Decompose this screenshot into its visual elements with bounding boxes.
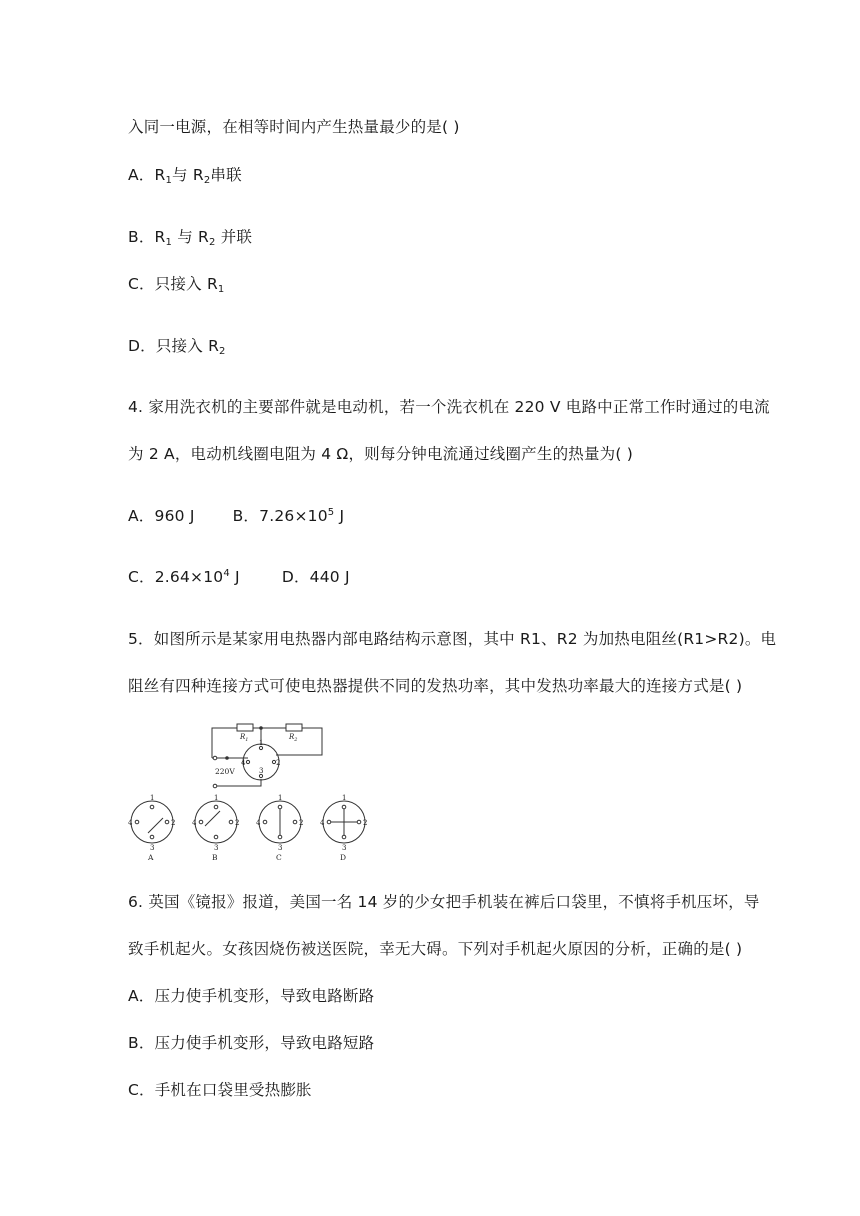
option-d-dial	[320, 794, 367, 862]
q4-stem-line2: 为 2 A，电动机线圈电阻为 4 Ω，则每分钟电流通过线圈产生的热量为( )	[128, 445, 634, 463]
dial-terminal-4: 4	[241, 759, 246, 767]
q3-b-sub1: 1	[165, 237, 173, 248]
q3-a-sub2: 2	[203, 175, 211, 186]
svg-text:2: 2	[171, 819, 176, 827]
svg-text:4: 4	[256, 819, 261, 827]
svg-text:4: 4	[192, 819, 197, 827]
r2-label: $R_2$	[289, 733, 298, 743]
q4-option-d: D．440 J	[281, 568, 350, 586]
option-b-label: B	[212, 853, 218, 862]
q3-b-sub2: 2	[209, 237, 216, 248]
q3-option-a	[128, 165, 242, 185]
q3-a-post: 串联	[210, 166, 242, 184]
dial-terminal-3: 3	[259, 767, 264, 775]
q4-b-text: B．7.26×10	[232, 507, 328, 525]
q3-option-b	[128, 227, 252, 247]
q3-a-sub1: 1	[165, 175, 173, 186]
q4-options-ab	[128, 506, 344, 526]
q3-b-mid: 与 R	[172, 228, 210, 246]
option-a-dial	[128, 794, 175, 862]
svg-text:4: 4	[320, 819, 325, 827]
q6-option-a: A．压力使手机变形，导致电路断路	[128, 987, 375, 1005]
q4-option-b	[233, 507, 345, 525]
q5-stem-line2: 阻丝有四种连接方式可使电热器提供不同的发热功率，其中发热功率最大的连接方式是( )	[128, 677, 743, 695]
svg-text:1: 1	[150, 794, 155, 802]
svg-text:2: 2	[299, 819, 304, 827]
q5-stem-line1: 5．如图所示是某家用电热器内部电路结构示意图，其中 R1、R2 为加热电阻丝(R1>R2)。电	[128, 630, 777, 648]
svg-text:3: 3	[150, 844, 155, 852]
svg-text:2: 2	[363, 819, 368, 827]
q3-d-sub: 2	[219, 346, 226, 357]
q3-stem-tail: 入同一电源，在相等时间内产生热量最少的是( )	[128, 118, 460, 136]
r1-label: $R_1$	[240, 733, 249, 743]
q3-a-text: A．R	[128, 166, 166, 184]
svg-text:4: 4	[128, 819, 133, 827]
svg-text:2: 2	[235, 819, 240, 827]
q4-c-exp: 4	[223, 568, 230, 579]
q4-stem-line1: 4. 家用洗衣机的主要部件就是电动机，若一个洗衣机在 220 V 电路中正常工作时通过的电流	[128, 398, 770, 416]
q6-option-b: B．压力使手机变形，导致电路短路	[128, 1034, 375, 1052]
svg-text:1: 1	[214, 794, 219, 802]
q3-a-mid: 与 R	[172, 166, 204, 184]
q4-c-unit: J	[229, 568, 240, 586]
svg-text:1: 1	[278, 794, 283, 802]
dial-terminal-1: 1	[259, 739, 264, 747]
option-a-label: A	[148, 853, 154, 862]
q3-c-text: C．只接入 R	[128, 275, 218, 293]
svg-text:3: 3	[342, 844, 347, 852]
q4-option-a: A．960 J	[128, 507, 195, 525]
svg-text:1: 1	[342, 794, 347, 802]
circuit-figure	[118, 716, 378, 866]
q3-option-d	[128, 336, 226, 356]
q6-option-c: C．手机在口袋里受热膨胀	[128, 1081, 312, 1099]
dial-terminal-2: 2	[276, 759, 281, 767]
q6-stem-line1: 6. 英国《镜报》报道，美国一名 14 岁的少女把手机装在裤后口袋里，不慎将手机压坏，导	[128, 893, 760, 911]
q4-b-unit: J	[334, 507, 345, 525]
q4-c-text: C．2.64×10	[128, 568, 224, 586]
q4-b-exp: 5	[327, 507, 335, 518]
circuit-diagram	[118, 716, 378, 866]
option-d-label: D	[340, 853, 347, 862]
q3-d-text: D．只接入 R	[128, 337, 220, 355]
q3-b-text: B．R	[128, 228, 166, 246]
option-c-label: C	[276, 853, 282, 862]
q4-option-c	[128, 568, 240, 586]
q4-options-cd	[128, 567, 350, 587]
svg-text:3: 3	[214, 844, 219, 852]
svg-text:3: 3	[278, 844, 283, 852]
q3-c-sub: 1	[217, 284, 225, 295]
q6-stem-line2: 致手机起火。女孩因烧伤被送医院，幸无大碍。下列对手机起火原因的分析，正确的是( )	[128, 940, 743, 958]
option-c-dial	[256, 794, 303, 862]
voltage-label: 220V	[215, 767, 235, 776]
q3-option-c	[128, 274, 224, 294]
option-b-dial	[192, 794, 239, 862]
q3-b-post: 并联	[215, 228, 253, 246]
